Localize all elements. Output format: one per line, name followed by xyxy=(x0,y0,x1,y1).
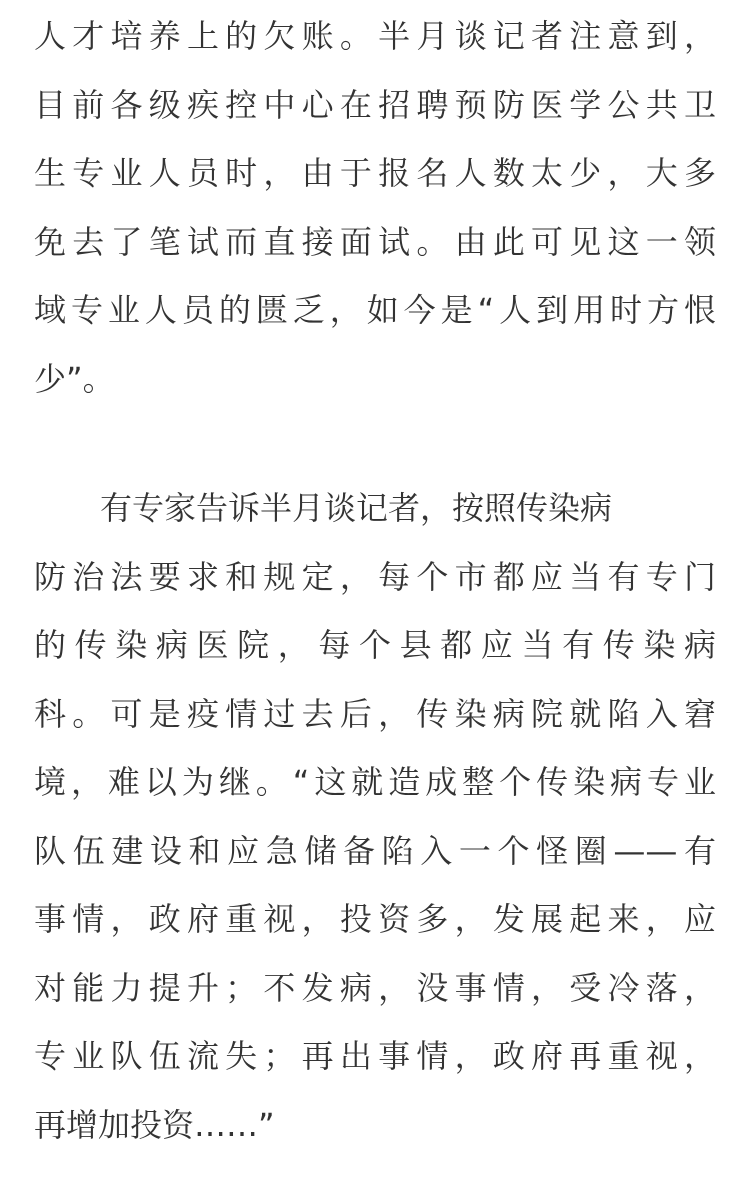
text-line: 再增加投资……” xyxy=(34,1105,275,1144)
text-line: 免去了笔试而直接面试。由此可见这一领 xyxy=(34,222,716,261)
text-line: 专业队伍流失；再出事情，政府再重视， xyxy=(34,1037,716,1075)
paragraph-2 xyxy=(34,474,716,1159)
text-line: 事情，政府重视，投资多，发展起来，应 xyxy=(34,900,716,938)
text-line: 科。可是疫情过去后，传染病院就陷入窘 xyxy=(34,694,716,733)
text-line: 人才培养上的欠账。半月谈记者注意到， xyxy=(34,17,716,55)
text-line: 队伍建设和应急储备陷入一个怪圈——有 xyxy=(34,831,716,870)
text-line: 少”。 xyxy=(34,359,115,398)
text-line: 防治法要求和规定，每个市都应当有专门 xyxy=(34,557,716,596)
text-line: 有专家告诉半月谈记者，按照传染病 xyxy=(100,489,613,527)
text-line: 目前各级疾控中心在招聘预防医学公共卫 xyxy=(34,85,716,124)
text-line: 域专业人员的匮乏，如今是“人到用时方恨 xyxy=(34,291,716,329)
text-line: 对能力提升；不发病，没事情，受冷落， xyxy=(34,968,716,1007)
text-line: 境，难以为继。“这就造成整个传染病专业 xyxy=(34,763,716,801)
text-line: 生专业人员时，由于报名人数太少，大多 xyxy=(34,154,716,192)
paragraph-1 xyxy=(34,2,716,413)
text-line: 的传染病医院，每个县都应当有传染病 xyxy=(34,626,716,664)
